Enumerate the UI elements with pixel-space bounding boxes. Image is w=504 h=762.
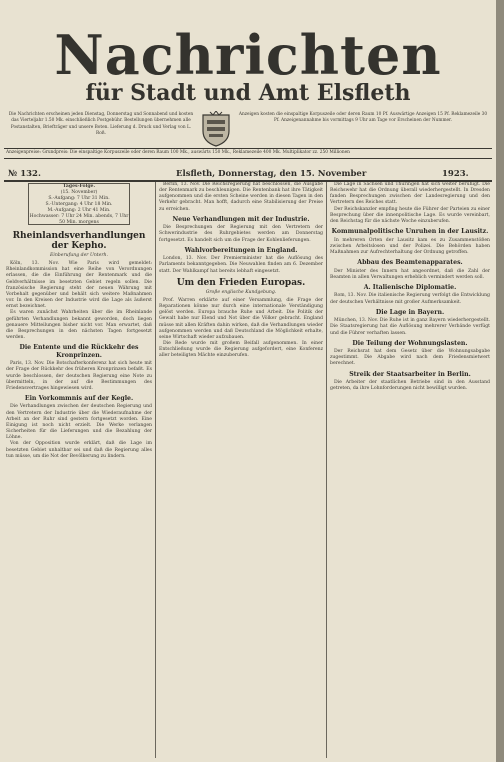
column-3: [330, 182, 490, 758]
article-heading: Streik der Staatsarbeiter in Berlin.: [349, 370, 471, 378]
article-heading: Die Entente und die Rückkehr des Kronprinzen.: [19, 344, 139, 359]
article-paragraph: Die Rede wurde mit großem Beifall aufgenommen. In einer Entschließung wurde die Regierung aufgefordert, eine Konferenz aller beteiligten Mächte einzuberufen.: [159, 340, 323, 359]
article-paragraph: Der Minister des Innern hat angeordnet, daß die Zahl der Beamten in allen Verwaltungen erheblich vermindert werden soll.: [330, 268, 490, 280]
article-paragraph: Die Besprechungen der Regierung mit den Vertretern der Schwerindustrie des Ruhrgebietes werden am Donnerstag fortgesetzt. Es handelt sich um die Frage der Kohlenlieferungen.: [159, 225, 323, 243]
article-paragraph: Der Reichskanzler empfing heute die Führer der Parteien zu einer Besprechung über die innenpolitische Lage. Es wurde vereinbart, den Reichstag für die nächste Woche einzuberufen.: [330, 206, 490, 224]
article-paragraph: Berlin, 13. Nov. Die Reichsregierung hat beschlossen, die Ausgabe der Rentenmark zu beschleunigen. Die Rentenbank hat ihre Tätigkeit aufgenommen und die ersten Scheine werden in diesen Tagen in den Verkehr gebracht. Man hofft, dadurch eine Stabilisierung der Preise zu erreichen.: [159, 182, 323, 212]
article-paragraph: Die Arbeiter der staatlichen Betriebe sind in den Ausstand getreten, da ihre Lohnforderungen nicht bewilligt wurden.: [330, 380, 490, 392]
tagesfolge-line: Hochwasser: 7 Uhr 24 Min. abends, 7 Uhr 50 Min. morgens: [29, 214, 129, 225]
article-heading: Wahlvorbereitungen in England.: [184, 246, 298, 254]
article-paragraph: London, 13. Nov. Der Premierminister hat die Auflösung des Parlaments bekanntgegeben. Die Neuwahlen finden am 6. Dezember statt. Der Wahlkampf hat bereits lebhaft eingesetzt.: [159, 256, 323, 274]
advertising-info: Anzeigen kosten die einspaltige Korpuszeile oder deren Raum 10 Pf. Auswärtige Anzeigen 15 Pf. Reklamezeile 30 Pf. Anzeigenannahme bis vormittags 9 Uhr am Tage vor Erscheinen der Nummer.: [238, 112, 488, 124]
article-subheading: Einberufung der Unterh.: [50, 253, 108, 258]
article-heading: Kommunalpolitische Unruhen in der Lausitz.: [331, 228, 489, 236]
article-paragraph: In mehreren Orten der Lausitz kam es zu Zusammenstößen zwischen Arbeitslosen und der Polizei. Die Behörden haben Maßnahmen zur Aufrechterhaltung der Ordnung getroffen.: [330, 237, 490, 255]
article-heading: A. Italienische Diplomatie.: [363, 283, 457, 291]
article-heading: Die Lage in Bayern.: [375, 308, 445, 316]
article-paragraph: Paris, 13. Nov. Die Botschafterkonferenz hat sich heute mit der Frage der Rückkehr des früheren Kronprinzen befaßt. Es wurde beschlossen, der deutschen Regierung eine Note zu übermitteln, in der auf die Bestimmungen des Friedensvertrages hingewiesen wird.: [6, 361, 152, 391]
column-1: [6, 228, 152, 758]
masthead-subtitle: für Stadt und Amt Elsfleth: [85, 80, 411, 106]
article-heading: Die Teilung der Wohnungslasten.: [352, 339, 468, 347]
article-paragraph: Der Reichsrat hat dem Gesetz über die Wohnungsabgabe zugestimmt. Die Abgabe wird nach dem Friedensmietwert berechnet.: [330, 349, 490, 367]
page-edge: [496, 0, 504, 762]
tagesfolge-line: S.-Aufgang: 7 Uhr 31 Min.: [48, 196, 110, 201]
article-subheading: Große englische Kundgebung.: [205, 289, 277, 295]
tagesfolge-date: (15. November): [60, 190, 98, 195]
tagesfolge-title: Tages-Folge.: [62, 184, 96, 189]
subscription-info: Die Nachrichten erscheinen jeden Dienstag, Donnerstag und Sonnabend und kosten das Vierteljahr 1.50 Mk. einschließlich Postgebühr. Bestellungen übernehmen alle Postanstalten, Briefträger und unsere Boten. Lieferung d. Druck und Verlag von L. Roß.: [8, 112, 194, 137]
article-heading: Abbau des Beamtenapparates.: [357, 259, 463, 267]
tagesfolge-line: S.-Untergang: 4 Uhr 18 Min.: [45, 202, 113, 207]
issue-year: 1923.: [442, 169, 469, 179]
article-paragraph: Es waren zunächst Wahrheiten über die im Rheinlande geführten Verhandlungen bekannt geworden, doch liegen genauere Mitteilungen bisher nicht vor. Man erwartet, daß die Besprechungen in den nächsten Tagen fortgesetzt werden.: [6, 310, 152, 341]
article-paragraph: Von der Opposition wurde erklärt, daß die Lage im besetzten Gebiet unhaltbar sei und daß die Regierung alles tun müsse, um die Not der Bevölkerung zu lindern.: [6, 441, 152, 459]
article-paragraph: Prof. Warren erklärte auf einer Versammlung, die Frage der Reparationen könne nur durch eine internationale Verständigung gelöst werden. Europa brauche Ruhe und Arbeit. Die Politik der Gewalt habe nur Elend und Not über die Völker gebracht. England müsse mit allen Kräften dahin wirken, daß die Verhandlungen wieder aufgenommen werden und daß Deutschland die Möglichkeit erhalte, seine Wirtschaft wieder aufzubauen.: [159, 297, 323, 340]
column-divider: [326, 182, 327, 758]
coat-of-arms-icon: [201, 111, 231, 147]
article-heading: Ein Vorkommnis auf der Kegle.: [24, 394, 134, 402]
article-heading-large: Um den Frieden Europas.: [176, 277, 306, 288]
price-strip: Anzeigenpreise: Grundpreis: Die einspaltige Korpuszeile oder deren Raum 100 Mk., auswärts 150 Mk., Reklamezeile 400 Mk. Multiplikator zz. 250 Millionen: [6, 150, 350, 155]
tagesfolge-box: [28, 183, 130, 225]
article-paragraph: Köln, 13. Nov. Wie Paris wird gemeldet: Rheinlandkommission hat eine Reihe von Verordnungen erlassen, die die Einführung der Rentenmark und die Geldverhältnisse im besetzten Gebiet regeln sollen. Die französische Regierung steht der neuen Währung mit Vorbehalt gegenüber und behält sich weitere Maßnahmen vor. In den Kreisen der Industrie wird die Lage als äußerst ernst bezeichnet.: [6, 261, 152, 310]
column-2: [159, 182, 323, 758]
issue-number: № 132.: [8, 169, 41, 179]
article-paragraph: Die Verhandlungen zwischen der deutschen Regierung und den Vertretern der Industrie über die Wiederaufnahme der Arbeit an der Ruhr sind gestern fortgesetzt worden. Eine Einigung ist noch nicht erzielt. Die Werke verlangen Sicherheiten für die Lieferungen und die Bezahlung der Löhne.: [6, 404, 152, 441]
article-paragraph: München, 13. Nov. Die Ruhe ist in ganz Bayern wiederhergestellt. Die Staatsregierung hat die Auflösung mehrerer Verbände verfügt und die Führer verhaften lassen.: [330, 318, 490, 336]
masthead-title: Nachrichten: [54, 23, 442, 87]
article-paragraph: Die Lage in Sachsen und Thüringen hat sich weiter beruhigt. Die Reichswehr hat die Ordnung überall wiederhergestellt. In Dresden fanden Besprechungen zwischen der Landesregierung und den Vertretern des Reiches statt.: [330, 182, 490, 206]
tagesfolge-line: M.-Aufgang: 2 Uhr 41 Min.: [47, 208, 111, 213]
article-paragraph: Rom, 13. Nov. Die italienische Regierung verfolgt die Entwicklung der deutschen Verhältnisse mit großer Aufmerksamkeit.: [330, 293, 490, 305]
column-divider: [155, 182, 156, 758]
place-date: Elsfleth, Donnerstag, den 15. November: [176, 169, 367, 179]
article-heading: Rheinlandsverhandlungen der Kepho.: [12, 231, 146, 251]
strip-rule: [4, 158, 492, 159]
article-heading: Neue Verhandlungen mit der Industrie.: [172, 215, 310, 223]
